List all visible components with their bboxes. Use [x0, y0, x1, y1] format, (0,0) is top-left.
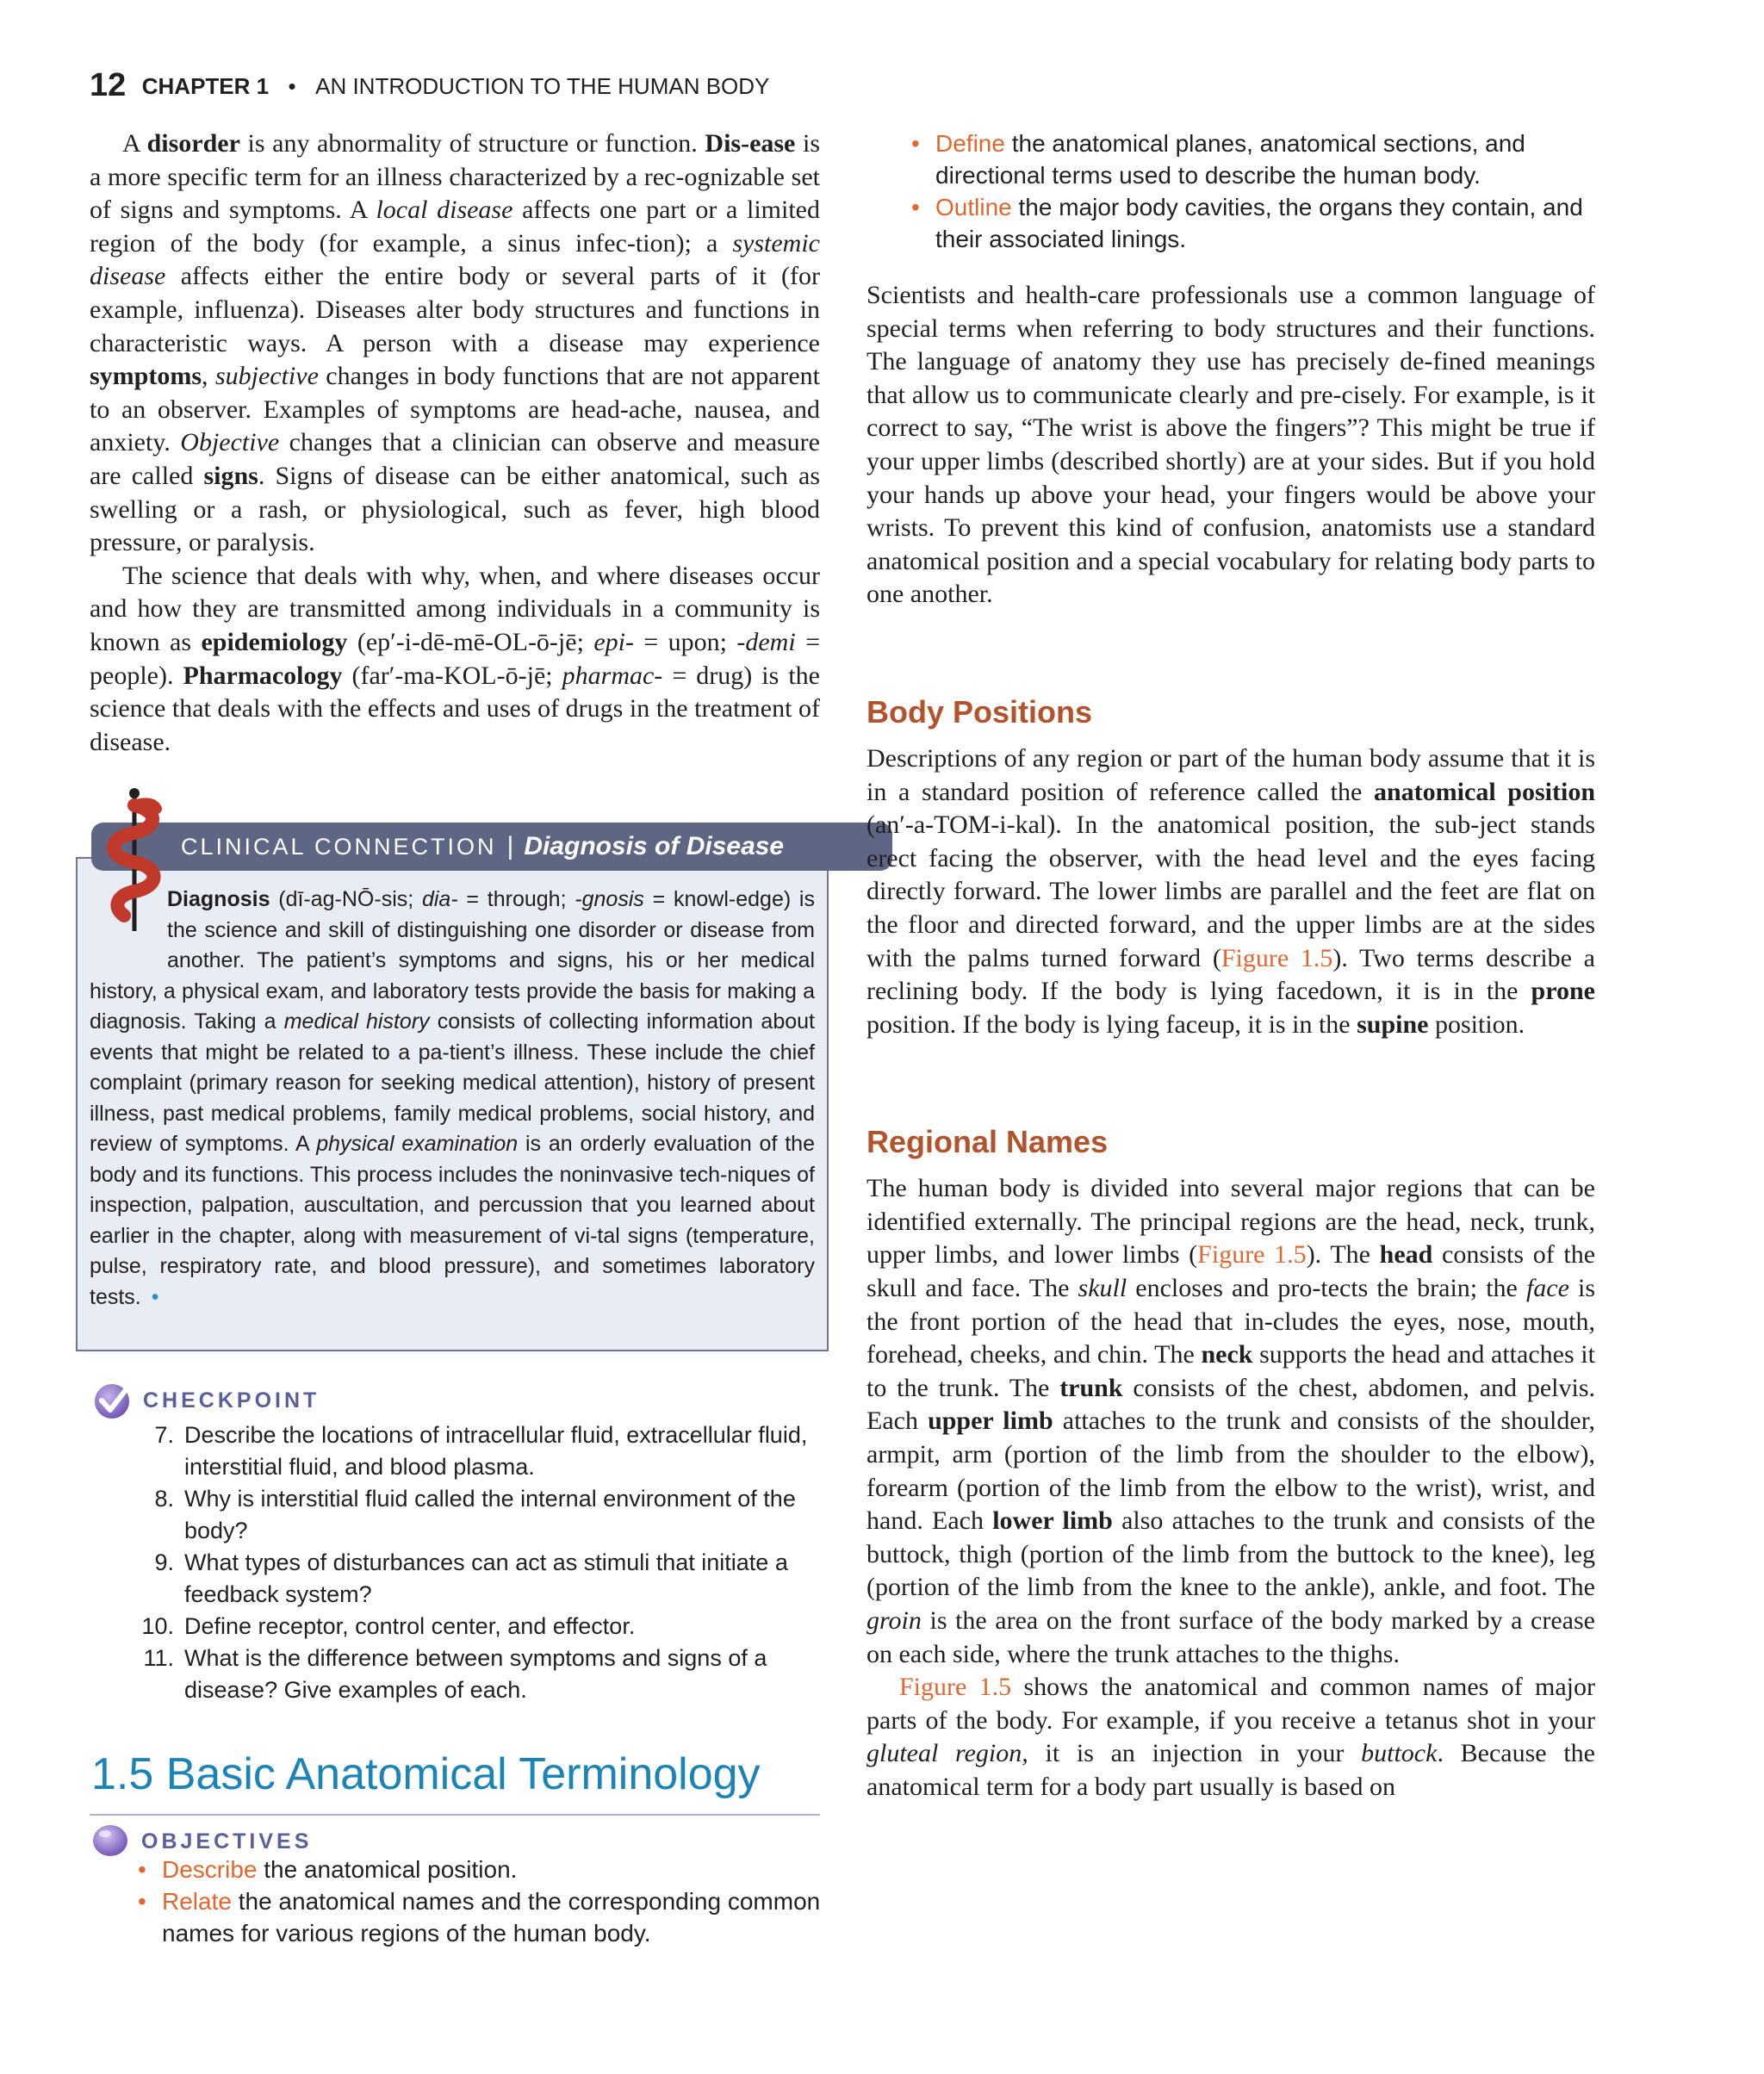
- text-run: changes in body functions that are not apparent to an observer. Examples of symptoms are head-ache, nausea, and anxiety.: [90, 362, 821, 457]
- page-number: 12: [90, 67, 127, 103]
- clinical-banner: [91, 823, 892, 871]
- figure-link[interactable]: Figure 1.5: [899, 1673, 1012, 1702]
- checkpoint-number: 7.: [154, 1422, 174, 1448]
- text-run: consists of the skull and face. The: [866, 1240, 1596, 1303]
- text-run: The science that deals with why, when, and where diseases occur and how they are transmitted among individuals in a community is known as: [90, 561, 820, 656]
- text-run: attaches to the trunk and consists of the shoulder, armpit, arm (portion of the limb from the shoulder to the elbow), forearm (portion of the limb from the elbow to the wrist), wrist, and hand. Each: [866, 1406, 1595, 1536]
- text-run: = knowl-edge) is the science and skill of distinguishing one disorder or disease from another. The patient’s symptoms and signs, his or her medical history, a physical exam, and laboratory tests provide the basis for making a diagnosis. Taking a: [90, 887, 815, 1034]
- checkpoint-number: 10.: [141, 1613, 174, 1639]
- paragraph-epidemiology: [90, 560, 820, 760]
- objective-text: the anatomical names and the corresponding common names for various regions of the human body.: [162, 1888, 821, 1947]
- text-run: is any abnormality of structure or function.: [239, 129, 705, 158]
- text-run: position. If the body is lying faceup, it is in the: [866, 1009, 1357, 1039]
- bold-term: epidemiology: [201, 627, 348, 656]
- text-run: affects one part or a limited region of the body (for example, a sinus infec-tion); a: [90, 196, 820, 258]
- chapter-label: CHAPTER 1: [141, 73, 270, 99]
- italic-term: gluteal region,: [866, 1739, 1028, 1768]
- text-run: is the front portion of the head that in-cludes the eyes, nose, mouth, forehead, cheeks, and chin. The: [866, 1274, 1595, 1369]
- italic-term: subjective: [214, 362, 319, 391]
- paragraph-regional-names: [866, 1172, 1595, 1671]
- bold-term: anatomical position: [1374, 777, 1596, 806]
- objective-verb: Outline: [935, 194, 1012, 220]
- text-run: (far′-ma-KOL-ō-jē;: [342, 661, 562, 690]
- checkpoint-header: [93, 1378, 438, 1421]
- text-run: encloses and pro-tects the brain; the: [1127, 1274, 1526, 1303]
- bold-term: Diagnosis: [167, 887, 270, 911]
- caduceus-spacer: [90, 885, 167, 976]
- italic-term: local disease: [376, 196, 513, 225]
- objectives-list: [138, 1854, 827, 1949]
- bold-term: Dis-ease: [705, 129, 796, 158]
- paragraph-intro: Scientists and health-care professionals use a common language of special terms when referring to body structures and their functions. The language of anatomy they use has precisely de-fined meanings that allow us to communicate clearly and pre-cisely. For example, is it correct to say, “The wrist is above the fingers”? This might be true if your upper limbs (described shortly) are at your sides. But if you hold your hands up above your head, your fingers would be above your wrists. To prevent this kind of confusion, anatomists use a standard anatomical position and a special vocabulary for relating body parts to one another.: [866, 281, 1595, 609]
- italic-term: systemic disease: [90, 228, 820, 291]
- objective-text: the anatomical planes, anatomical sections, and directional terms used to describe the human body.: [935, 130, 1525, 189]
- checkpoint-item: [93, 1419, 827, 1483]
- clinical-connection: [76, 823, 832, 1353]
- objective-item: [911, 191, 1630, 255]
- bold-term: symptoms: [90, 362, 202, 391]
- text-run: it is an injection in your: [1028, 1739, 1362, 1768]
- bullet-icon: •: [138, 1888, 146, 1915]
- objective-verb: Relate: [162, 1888, 232, 1915]
- objectives-label: OBJECTIVES: [141, 1829, 313, 1854]
- text-run: is a more specific term for an illness characterized by a rec-ognizable set of signs and symptoms. A: [90, 129, 820, 225]
- end-mark-icon: •: [151, 1284, 159, 1309]
- text-run: also attaches to the trunk and consists of the buttock, thigh (portion of the limb from the buttock to the knee), leg (portion of the limb from the knee to the ankle), ankle, and foot. The: [866, 1506, 1595, 1602]
- text-run: = upon;: [633, 627, 737, 656]
- text-run: consists of the chest, abdomen, and pelvis. Each: [866, 1373, 1595, 1436]
- italic-term: -demi: [736, 627, 796, 656]
- objective-verb: Describe: [162, 1856, 258, 1883]
- checkpoint-text: What is the difference between symptoms and signs of a disease? Give examples of each.: [184, 1645, 767, 1703]
- objective-item: [911, 127, 1630, 191]
- text-run: is the area on the front surface of the body marked by a crease on each side, where the trunk attaches to the thighs.: [866, 1606, 1595, 1668]
- checkpoint-text: Why is interstitial fluid called the internal environment of the body?: [184, 1486, 796, 1543]
- bullet-icon: •: [911, 194, 920, 220]
- text-run: (ep′-i-dē-mē-OL-ō-jē;: [347, 627, 594, 656]
- clinical-text: [90, 885, 815, 1313]
- text-run: ,: [202, 362, 215, 391]
- checkpoint-text: Define receptor, control center, and effector.: [184, 1613, 636, 1639]
- paragraph-body-positions: [866, 742, 1595, 1041]
- bold-term: trunk: [1059, 1373, 1123, 1402]
- bold-term: signs: [203, 461, 258, 490]
- bold-term: neck: [1201, 1340, 1253, 1369]
- objective-item: [138, 1885, 827, 1949]
- text-run: (an′-a-TOM-i-kal). In the anatomical position, the sub-ject stands erect facing the observer, with the head level and the eyes facing directly forward. The lower limbs are parallel and the feet are flat on the floor and directed forward, and the upper limbs are at the sides with the palms turned forward (: [866, 810, 1595, 972]
- checkpoint-item: [93, 1611, 827, 1642]
- italic-term: Objective: [180, 428, 280, 457]
- checkmark-icon: [93, 1378, 136, 1421]
- text-run: = through;: [457, 887, 575, 911]
- italic-term: pharmac-: [562, 661, 663, 690]
- text-run: Descriptions of any region or part of the human body assume that it is in a standard position of reference called the: [866, 743, 1595, 806]
- text-run: supports the head and attaches it to the trunk. The: [866, 1340, 1595, 1402]
- bold-term: head: [1379, 1240, 1433, 1270]
- checkpoint-item: [93, 1483, 827, 1547]
- text-run: The human body is divided into several major regions that can be identified externally. The principal regions are the head, neck, trunk, upper limbs, and lower limbs (: [866, 1174, 1595, 1270]
- section-rule: [90, 1814, 820, 1816]
- bold-term: lower limb: [992, 1506, 1113, 1536]
- text-run: ). The: [1306, 1240, 1380, 1270]
- right-column: [866, 127, 1595, 1804]
- bold-term: Pharmacology: [183, 661, 343, 690]
- italic-term: dia-: [421, 887, 458, 911]
- text-run: is an orderly evaluation of the body and its functions. This process includes the noninvasive tech-niques of inspection, palpation, auscultation, and percussion that you learned about earlier in the chapter, along with measurement of vi-tal signs (temperature, pulse, respiratory rate, and blood pressure), and sometimes laboratory tests.: [90, 1132, 815, 1309]
- checkpoint-item: [93, 1547, 827, 1611]
- clinical-label: CLINICAL CONNECTION: [181, 834, 497, 860]
- text-run: consists of collecting information about events that might be related to a pa-tient’s illness. These include the chief complaint (primary reason for seeking medical attention), history of present illness, past medical problems, family medical problems, social history, and review of symptoms. A: [90, 1009, 815, 1156]
- italic-term: skull: [1078, 1274, 1127, 1303]
- text-run: . Signs of disease can be either anatomical, such as swelling or a rash, or physiological, such as fever, high blood pressure, or paralysis.: [90, 461, 820, 557]
- italic-term: physical examination: [316, 1132, 519, 1156]
- bold-term: supine: [1357, 1009, 1429, 1039]
- text-run: (dī-ag-NŌ-sis;: [270, 887, 422, 911]
- figure-link[interactable]: Figure 1.5: [1197, 1240, 1307, 1270]
- objective-item: [138, 1854, 827, 1885]
- text-run: A: [122, 129, 147, 158]
- italic-term: -gnosis: [575, 887, 644, 911]
- checkpoint-text: What types of disturbances can act as stimuli that initiate a feedback system?: [184, 1549, 788, 1607]
- section-heading: 1.5 Basic Anatomical Terminology: [91, 1749, 761, 1799]
- header-separator: •: [288, 73, 296, 99]
- text-run: . Because the anatomical term for a body part usually is based on: [866, 1739, 1595, 1801]
- italic-term: buttock: [1361, 1739, 1438, 1768]
- text-run: = drug) is the science that deals with the effects and uses of drugs in the treatment of disease.: [90, 661, 820, 756]
- checkpoint-number: 8.: [154, 1486, 174, 1512]
- figure-link[interactable]: Figure 1.5: [1221, 943, 1333, 972]
- italic-term: face: [1525, 1274, 1569, 1303]
- text-run: shows the anatomical and common names of major parts of the body. For example, if you receive a tetanus shot in your: [866, 1673, 1595, 1735]
- bullet-icon: •: [138, 1856, 146, 1883]
- bullet-icon: •: [911, 130, 920, 157]
- clinical-divider: |: [506, 832, 514, 860]
- checkpoint-list: [93, 1419, 827, 1706]
- bold-term: prone: [1531, 977, 1595, 1006]
- checkpoint-text: Describe the locations of intracellular fluid, extracellular fluid, interstitial fluid, and blood plasma.: [184, 1422, 808, 1480]
- left-column: [90, 127, 820, 759]
- chapter-title: AN INTRODUCTION TO THE HUMAN BODY: [315, 73, 770, 99]
- clinical-title: Diagnosis of Disease: [524, 832, 785, 860]
- checkpoint-number: 9.: [154, 1549, 174, 1575]
- text-run: affects either the entire body or several parts of it (for example, influenza). Diseases alter body structures and functions in characteristic ways. A person with a disease may experience: [90, 262, 820, 357]
- paragraph-figure-reference: [866, 1671, 1595, 1804]
- italic-term: medical history: [283, 1009, 430, 1034]
- objective-text: the anatomical position.: [257, 1856, 518, 1883]
- text-run: changes that a clinician can observe and measure are called: [90, 428, 820, 490]
- checkpoint-number: 11.: [143, 1645, 174, 1671]
- bold-term: upper limb: [928, 1406, 1053, 1436]
- italic-term: groin: [866, 1606, 922, 1635]
- text-run: = people).: [90, 627, 820, 690]
- bold-term: disorder: [146, 129, 240, 158]
- text-run: ). Two terms describe a reclining body. If the body is lying facedown, it is in the: [866, 943, 1595, 1006]
- running-header: [90, 67, 830, 104]
- heading-regional-names: Regional Names: [866, 1124, 1109, 1160]
- objectives-orb-icon: [91, 1823, 131, 1859]
- paragraph-disorder: [90, 127, 820, 560]
- checkpoint-item: [93, 1642, 827, 1706]
- objective-verb: Define: [935, 130, 1005, 157]
- objective-text: the major body cavities, the organs they contain, and their associated linings.: [935, 194, 1583, 252]
- italic-term: epi-: [593, 627, 634, 656]
- heading-body-positions: Body Positions: [866, 693, 1093, 730]
- checkpoint-label: CHECKPOINT: [143, 1388, 320, 1413]
- objectives-list-continued: [911, 127, 1630, 255]
- text-run: position.: [1428, 1009, 1525, 1039]
